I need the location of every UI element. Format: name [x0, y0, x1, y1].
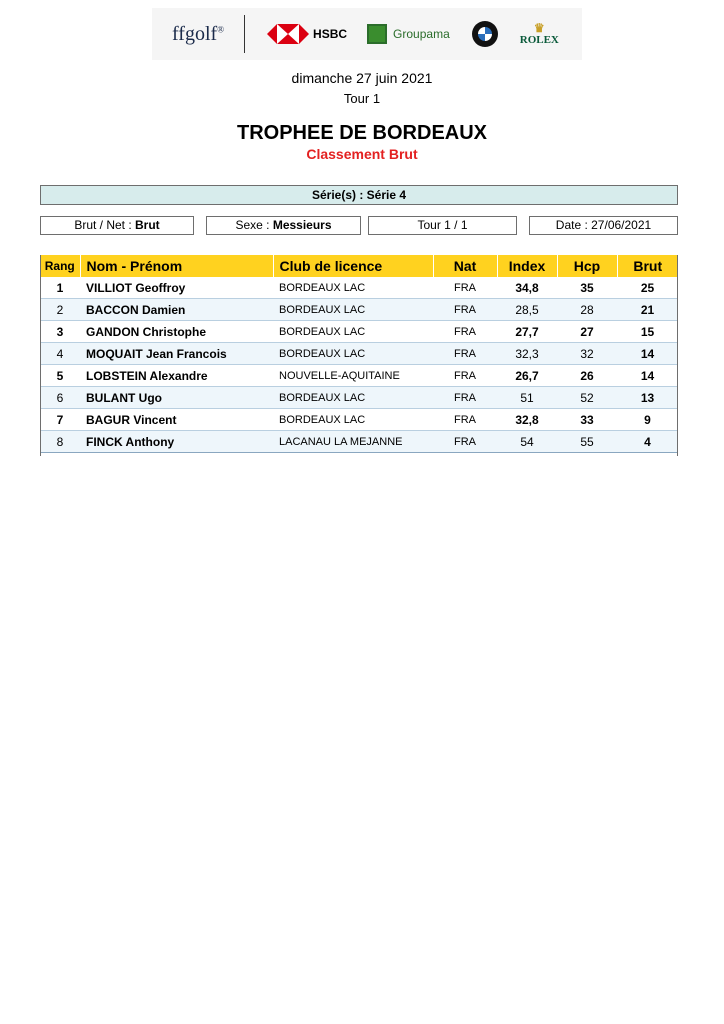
brut-cell: 13: [617, 387, 678, 409]
name-cell: FINCK Anthony: [80, 431, 273, 453]
table-row: [40, 277, 678, 299]
table-row: [40, 299, 678, 321]
hcp-cell: 33: [557, 409, 617, 431]
sponsor-logo-bar: [152, 8, 582, 60]
rolex-logo: ♛ ROLEX: [519, 21, 559, 46]
nat-cell: FRA: [433, 299, 497, 321]
serie-bar: Série(s) : Série 4: [40, 185, 678, 205]
club-cell: BORDEAUX LAC: [273, 321, 433, 343]
col-hcp: Hcp: [557, 255, 617, 277]
table-row: [40, 409, 678, 431]
club-cell: BORDEAUX LAC: [273, 277, 433, 299]
sexe-label: Sexe :: [235, 218, 270, 232]
brut-cell: 15: [617, 321, 678, 343]
table-row: [40, 387, 678, 409]
table-row: [40, 321, 678, 343]
col-club: Club de licence: [273, 255, 433, 277]
hcp-cell: 28: [557, 299, 617, 321]
name-cell: GANDON Christophe: [80, 321, 273, 343]
index-cell: 26,7: [497, 365, 557, 387]
rang-cell: 2: [40, 299, 80, 321]
rang-cell: 5: [40, 365, 80, 387]
index-cell: 32,3: [497, 343, 557, 365]
club-cell: BORDEAUX LAC: [273, 299, 433, 321]
table-row: [40, 343, 678, 365]
brut-net-value: Brut: [135, 218, 160, 232]
index-cell: 51: [497, 387, 557, 409]
brut-cell: 9: [617, 409, 678, 431]
brut-cell: 25: [617, 277, 678, 299]
rang-cell: 4: [40, 343, 80, 365]
hcp-cell: 32: [557, 343, 617, 365]
rang-cell: 8: [40, 431, 80, 453]
name-cell: BAGUR Vincent: [80, 409, 273, 431]
rang-cell: 3: [40, 321, 80, 343]
col-rang: Rang: [40, 255, 80, 277]
nat-cell: FRA: [433, 409, 497, 431]
hcp-cell: 35: [557, 277, 617, 299]
table-row: [40, 431, 678, 453]
name-cell: MOQUAIT Jean Francois: [80, 343, 273, 365]
name-cell: LOBSTEIN Alexandre: [80, 365, 273, 387]
bmw-logo-icon: [472, 21, 498, 47]
nat-cell: FRA: [433, 365, 497, 387]
hcp-cell: 52: [557, 387, 617, 409]
tour-label: Tour 1: [343, 91, 381, 106]
sexe-box: [206, 216, 361, 235]
hsbc-logo: HSBC: [267, 24, 347, 44]
page-title: TROPHEE DE BORDEAUX: [236, 122, 488, 144]
brut-cell: 14: [617, 365, 678, 387]
col-index: Index: [497, 255, 557, 277]
name-cell: BACCON Damien: [80, 299, 273, 321]
name-cell: BULANT Ugo: [80, 387, 273, 409]
nat-cell: FRA: [433, 277, 497, 299]
tour-box: Tour 1 / 1: [368, 216, 517, 235]
club-cell: NOUVELLE-AQUITAINE: [273, 365, 433, 387]
nat-cell: FRA: [433, 431, 497, 453]
name-cell: VILLIOT Geoffroy: [80, 277, 273, 299]
brut-net-label: Brut / Net :: [74, 218, 132, 232]
col-brut: Brut: [617, 255, 678, 277]
hcp-cell: 55: [557, 431, 617, 453]
logo-divider: [244, 15, 245, 53]
club-cell: BORDEAUX LAC: [273, 343, 433, 365]
hcp-cell: 26: [557, 365, 617, 387]
index-cell: 54: [497, 431, 557, 453]
ffgolf-logo: ffgolf®: [172, 22, 225, 45]
table-row: [40, 365, 678, 387]
rang-cell: 6: [40, 387, 80, 409]
index-cell: 28,5: [497, 299, 557, 321]
rang-cell: 7: [40, 409, 80, 431]
table-header-row: [40, 255, 678, 277]
brut-cell: 4: [617, 431, 678, 453]
club-cell: BORDEAUX LAC: [273, 409, 433, 431]
index-cell: 34,8: [497, 277, 557, 299]
hcp-cell: 27: [557, 321, 617, 343]
index-cell: 27,7: [497, 321, 557, 343]
index-cell: 32,8: [497, 409, 557, 431]
brut-cell: 14: [617, 343, 678, 365]
event-date: dimanche 27 juin 2021: [291, 70, 433, 86]
rang-cell: 1: [40, 277, 80, 299]
brut-net-box: [40, 216, 194, 235]
results-table: [40, 255, 678, 453]
groupama-logo: Groupama: [367, 24, 450, 44]
nat-cell: FRA: [433, 343, 497, 365]
nat-cell: FRA: [433, 387, 497, 409]
sexe-value: Messieurs: [272, 218, 332, 232]
page-subtitle: Classement Brut: [306, 146, 418, 162]
col-nom: Nom - Prénom: [80, 255, 273, 277]
nat-cell: FRA: [433, 321, 497, 343]
hsbc-hexagon-icon: [267, 24, 309, 44]
club-cell: LACANAU LA MEJANNE: [273, 431, 433, 453]
club-cell: BORDEAUX LAC: [273, 387, 433, 409]
crown-icon: ♛: [533, 21, 545, 35]
date-box: Date : 27/06/2021: [529, 216, 678, 235]
brut-cell: 21: [617, 299, 678, 321]
col-nat: Nat: [433, 255, 497, 277]
groupama-icon: [367, 24, 387, 44]
